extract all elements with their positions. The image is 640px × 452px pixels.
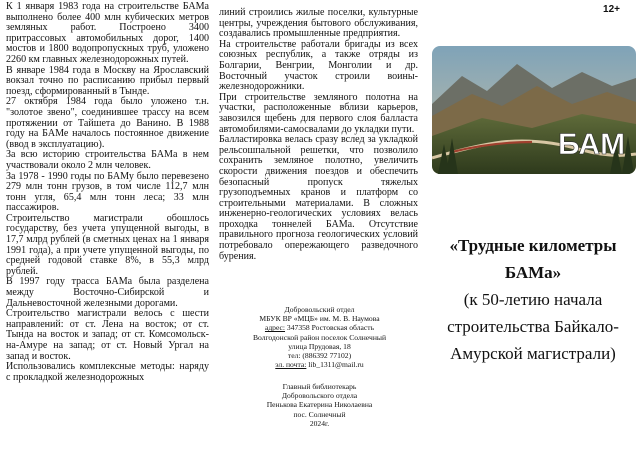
left-column-text xyxy=(0,0,213,383)
left-column xyxy=(0,0,213,452)
imprint-org: Добровольский отдел xyxy=(284,305,355,314)
author-block xyxy=(213,382,426,428)
imprint-address-line: Волгодонской район поселок Солнечный xyxy=(252,332,387,342)
address-line: 347358 Ростовская область xyxy=(285,323,375,333)
imprint-address xyxy=(213,323,426,332)
paragraph: При строительстве земляного полотна на участки, расположенные вблизи карьеров, завозился щебень для первого слоя балласта автомобилями-самосвалами до укладки пути. xyxy=(219,91,418,135)
email-label: эл. почта: xyxy=(275,360,307,370)
imprint-block xyxy=(213,305,426,369)
imprint-phone: тел: (886392 77102) xyxy=(287,351,352,361)
paragraph: линий строились жилые поселки, культурные центры, учреждения бытового обслуживания, создавались промышленные предприятия. xyxy=(219,7,418,40)
publication-year: 2024г. xyxy=(309,418,330,428)
address-label: адрес: xyxy=(264,323,286,333)
paragraph: За 1978 - 1990 годы по БАМу было перевезено 279 млн тонн грузов, в том числе 112,7 млн тонн угля, 65,4 млн тонн леса; 33 млн пассажиров. xyxy=(6,170,209,214)
paragraph: Балластировка велась сразу вслед за укладкой рельсошпальной решетки, что позволило сохранить земляное полотно, увеличить скорости движения поездов и обеспечить безопасный пропуск тяжелых грузоподъемных кранов и платформ со строительными материалами. В сложных инженерно-геологических условиях велась проходка тоннелей БАМа. Отсутствие правильного прогноза геологических условий потребовало опережающего разведочного бурения. xyxy=(219,134,418,262)
paragraph: В январе 1984 года в Москву на Ярославский вокзал точно по расписанию прибыл первый поезд, сформированный в Тынде. xyxy=(6,64,209,97)
paragraph: 27 октября 1984 года было уложено т.н. "золотое звено", соединившее трассу на всем протяжении от Тайшета до Ванино. В 1988 году на БАМе началось постоянное движение (ввод в эксплуатацию). xyxy=(6,96,209,150)
paragraph: На строительстве работали бригады из всех союзных республик, а также отряды из Болгарии, Венгрии, Монголии и др. Восточный участок строили воины-железнодорожники. xyxy=(219,38,418,93)
imprint-street: улица Прудовая, 18 xyxy=(288,341,351,351)
paragraph: Использовались комплексные методы: наряду с прокладкой железнодорожных xyxy=(6,361,209,383)
paragraph: Строительство магистрали велось с шести направлений: от ст. Лена на восток; от ст. Тында на восток и запад; от ст. Комсомольск-на-Амуре на запад; от ст. Новый Ургал на запад и восток. xyxy=(6,308,209,362)
middle-column-text xyxy=(213,0,426,262)
cover-photo xyxy=(432,46,636,174)
right-column-cover xyxy=(426,0,640,452)
age-rating-badge: 12+ xyxy=(603,4,620,15)
middle-column xyxy=(213,0,426,452)
imprint-email xyxy=(213,360,426,369)
paragraph: К 1 января 1983 года на строительстве БАМа выполнено более 400 млн кубических метров земляных работ. Построено 3400 притрассовых автомобильных дорог, 1400 мостов и 1800 водопропускных труб, уложено 2260 км главных железнодорожных путей. xyxy=(6,1,209,65)
mountain-railway-illustration xyxy=(432,46,636,174)
publication-place: пос. Солнечный xyxy=(293,409,346,419)
brochure-title: «Трудные километры БАМа» xyxy=(449,236,617,282)
paragraph: За всю историю строительства БАМа в нем участвовали около 2 млн человек. xyxy=(6,149,209,171)
email-link[interactable]: lib_1311@mail.ru xyxy=(306,360,364,370)
brochure-subtitle: (к 50-летию начала строительства Байкало-Амурской магистрали) xyxy=(447,290,619,363)
photo-caption: БАМ xyxy=(558,128,626,161)
author-department: Добровольского отдела xyxy=(281,391,358,401)
author-name: Пенькова Екатерина Николаевна xyxy=(266,400,373,410)
imprint-org-full: МБУК ВР «МЦБ» им. М. В. Наумова xyxy=(259,314,380,324)
paragraph: Строительство магистрали обошлось государству, без учета упущенной выгоды, в 17,7 млрд рублей (в сметных ценах на 1 января 1991 года), а при учете упущенной выгоды, по средней годовой ставке 8%, в 55,3 млрд рублей. xyxy=(6,212,209,277)
author-role: Главный библиотекарь xyxy=(282,382,357,391)
paragraph: В 1997 году трасса БАМа была разделена между Восточно-Сибирской и Дальневосточной железными дорогами. xyxy=(6,276,209,309)
brochure-title-block xyxy=(426,232,640,367)
